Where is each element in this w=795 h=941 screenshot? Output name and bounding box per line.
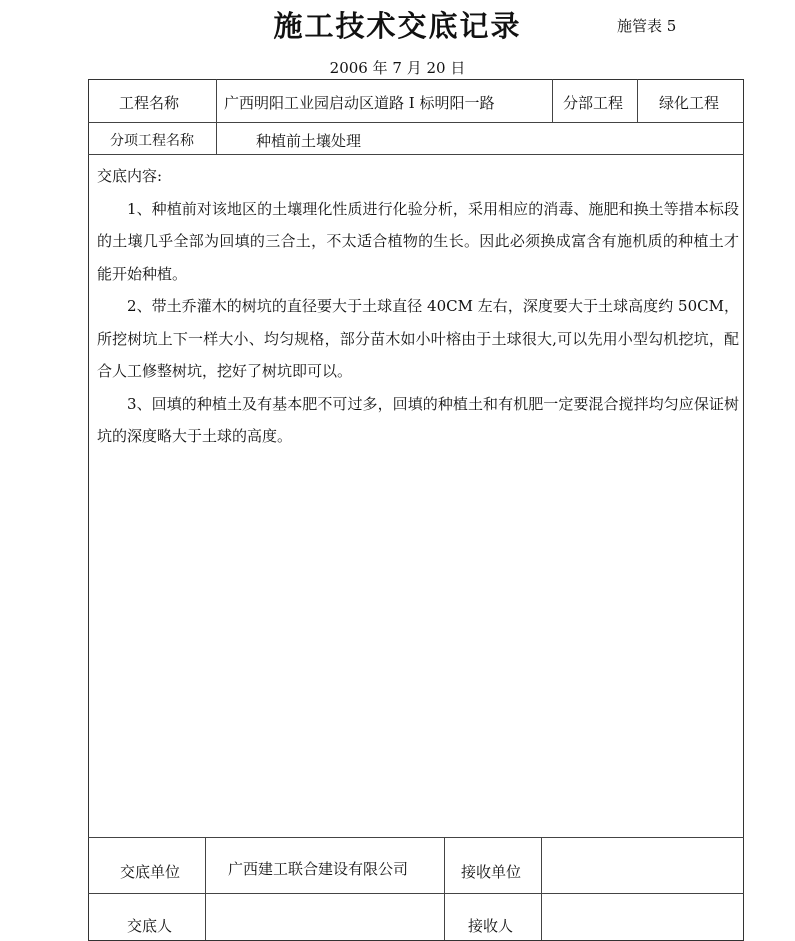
issuer-label: 交底人	[127, 917, 173, 935]
project-name-value: 广西明阳工业园启动区道路 I 标明阳一路	[224, 94, 495, 112]
column-divider	[205, 837, 206, 940]
project-name-label: 工程名称	[119, 94, 180, 112]
content-heading: 交底内容:	[97, 167, 163, 185]
column-divider	[216, 79, 217, 154]
row-divider	[88, 893, 744, 894]
column-divider	[541, 837, 542, 940]
content-paragraph-3: 3、回填的种植土及有基本肥不可过多，回填的种植土和有机肥一定要混合搅拌均匀应保证树坑的深度略大于土球的高度。	[97, 394, 739, 445]
receiver-label: 接收人	[468, 917, 514, 935]
column-divider	[552, 79, 553, 122]
content-paragraph-2: 2、带土乔灌木的树坑的直径要大于土球直径 40CM 左右，深度要大于土球高度约 50CM，所挖树坑上下一样大小、均匀规格，部分苗木如小叶榕由于土球很大,可以先用小型勾机挖坑，配合人工修整树坑，挖好了树坑即可以。	[97, 297, 739, 380]
form-number: 施管表 5	[617, 17, 677, 35]
division-label: 分部工程	[563, 94, 624, 112]
issuer-unit-value: 广西建工联合建设有限公司	[228, 860, 409, 878]
column-divider	[637, 79, 638, 122]
subitem-label: 分项工程名称	[110, 133, 194, 149]
row-divider	[88, 154, 744, 155]
row-divider	[88, 837, 744, 838]
issuer-unit-label: 交底单位	[120, 863, 181, 881]
receiver-unit-label: 接收单位	[461, 863, 522, 881]
row-divider	[88, 122, 744, 123]
subitem-value: 种植前土壤处理	[256, 132, 362, 150]
column-divider	[444, 837, 445, 940]
content-paragraph-1: 1、种植前对该地区的土壤理化性质进行化验分析，采用相应的消毒、施肥和换土等措本标段的土壤几乎全部为回填的三合土，不太适合植物的生长。因此必须换成富含有施机质的种植土才能开始种植。	[97, 199, 739, 283]
division-value: 绿化工程	[659, 94, 720, 112]
document-date: 2006 年 7 月 20 日	[329, 59, 466, 77]
briefing-content	[97, 160, 739, 453]
document-title: 施工技术交底记录	[273, 9, 522, 43]
